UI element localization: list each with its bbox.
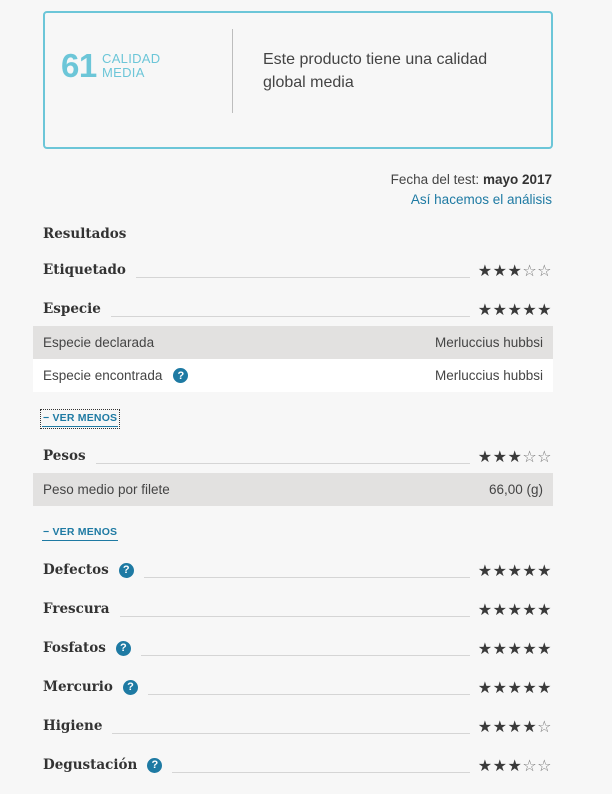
leader-line bbox=[120, 616, 470, 617]
detail-value: Merluccius hubbsi bbox=[434, 335, 543, 350]
star-empty-icon: ☆ bbox=[537, 755, 552, 775]
star-filled-icon: ★ bbox=[492, 716, 508, 736]
detail-row-especie-encontrada bbox=[33, 359, 553, 392]
detail-row-peso-medio bbox=[33, 473, 553, 506]
help-icon[interactable]: ? bbox=[173, 368, 188, 383]
help-icon[interactable]: ? bbox=[123, 680, 138, 695]
score-divider bbox=[232, 29, 233, 113]
help-icon[interactable]: ? bbox=[119, 563, 134, 578]
criterion-row-defectos bbox=[43, 559, 552, 581]
detail-value: 66,00 (g) bbox=[488, 482, 543, 497]
star-filled-icon: ★ bbox=[492, 446, 508, 466]
test-date bbox=[391, 172, 552, 187]
star-empty-icon: ☆ bbox=[522, 260, 538, 280]
star-filled-icon: ★ bbox=[477, 446, 493, 466]
criterion-row-degustacion bbox=[43, 754, 552, 776]
star-empty-icon: ☆ bbox=[522, 446, 538, 466]
star-filled-icon: ★ bbox=[477, 560, 493, 580]
star-filled-icon: ★ bbox=[492, 299, 508, 319]
leader-line bbox=[148, 694, 470, 695]
detail-label-group bbox=[43, 368, 188, 383]
star-rating bbox=[478, 561, 552, 580]
leader-line bbox=[111, 316, 470, 317]
star-filled-icon: ★ bbox=[477, 599, 493, 619]
star-rating bbox=[478, 639, 552, 658]
criterion-row-especie bbox=[43, 298, 552, 320]
help-icon[interactable]: ? bbox=[116, 641, 131, 656]
detail-value: Merluccius hubbsi bbox=[434, 368, 543, 383]
star-filled-icon: ★ bbox=[507, 638, 523, 658]
analysis-method-link[interactable]: Así hacemos el análisis bbox=[410, 192, 552, 207]
star-rating bbox=[478, 300, 552, 319]
quality-score-description: Este producto tiene una calidad global media bbox=[263, 51, 488, 91]
star-filled-icon: ★ bbox=[522, 638, 538, 658]
star-filled-icon: ★ bbox=[477, 677, 493, 697]
leader-line bbox=[141, 655, 470, 656]
star-rating bbox=[478, 756, 552, 775]
quality-score-label bbox=[102, 52, 160, 80]
star-filled-icon: ★ bbox=[477, 260, 493, 280]
star-filled-icon: ★ bbox=[507, 755, 523, 775]
star-filled-icon: ★ bbox=[477, 716, 493, 736]
criterion-label: Higiene bbox=[43, 718, 103, 734]
star-filled-icon: ★ bbox=[522, 599, 538, 619]
criterion-label: Defectos bbox=[43, 562, 109, 578]
quality-score-value: 61 bbox=[61, 47, 97, 84]
detail-label: Especie declarada bbox=[43, 335, 155, 350]
star-filled-icon: ★ bbox=[507, 260, 523, 280]
criterion-row-frescura bbox=[43, 598, 552, 620]
criterion-row-mercurio bbox=[43, 676, 552, 698]
star-filled-icon: ★ bbox=[477, 638, 493, 658]
leader-line bbox=[144, 577, 470, 578]
star-filled-icon: ★ bbox=[492, 755, 508, 775]
star-filled-icon: ★ bbox=[507, 599, 523, 619]
leader-line bbox=[136, 277, 470, 278]
star-filled-icon: ★ bbox=[477, 755, 493, 775]
criterion-row-higiene bbox=[43, 715, 552, 737]
star-filled-icon: ★ bbox=[507, 299, 523, 319]
leader-line bbox=[172, 772, 469, 773]
star-filled-icon: ★ bbox=[537, 677, 552, 697]
star-filled-icon: ★ bbox=[537, 299, 552, 319]
criterion-label: Frescura bbox=[43, 601, 110, 617]
star-filled-icon: ★ bbox=[537, 638, 552, 658]
quality-score-label-line2: MEDIA bbox=[102, 65, 145, 80]
help-icon[interactable]: ? bbox=[147, 758, 162, 773]
criterion-label: Mercurio bbox=[43, 679, 113, 695]
criterion-label: Etiquetado bbox=[43, 262, 126, 278]
star-filled-icon: ★ bbox=[492, 638, 508, 658]
quality-score-label-line1: CALIDAD bbox=[102, 51, 161, 66]
detail-label: Especie encontrada bbox=[43, 368, 163, 383]
star-filled-icon: ★ bbox=[492, 677, 508, 697]
detail-label: Peso medio por filete bbox=[43, 482, 170, 497]
star-rating bbox=[478, 717, 552, 736]
ver-menos-especie-toggle[interactable]: − VER MENOS bbox=[42, 411, 118, 427]
leader-line bbox=[112, 733, 469, 734]
star-filled-icon: ★ bbox=[507, 446, 523, 466]
star-filled-icon: ★ bbox=[522, 677, 538, 697]
star-filled-icon: ★ bbox=[507, 716, 523, 736]
star-empty-icon: ☆ bbox=[537, 716, 552, 736]
ver-menos-pesos-toggle[interactable]: − VER MENOS bbox=[42, 525, 118, 541]
star-filled-icon: ★ bbox=[537, 599, 552, 619]
star-rating bbox=[478, 261, 552, 280]
star-empty-icon: ☆ bbox=[537, 260, 552, 280]
test-date-label: Fecha del test: bbox=[390, 172, 480, 187]
star-filled-icon: ★ bbox=[522, 299, 538, 319]
criterion-label: Degustación bbox=[43, 757, 138, 773]
star-rating bbox=[478, 678, 552, 697]
quality-score-card bbox=[43, 11, 553, 149]
criterion-row-pesos bbox=[43, 445, 552, 467]
criterion-row-etiquetado bbox=[43, 259, 552, 281]
star-filled-icon: ★ bbox=[507, 560, 523, 580]
criterion-label: Fosfatos bbox=[43, 640, 106, 656]
criterion-row-fosfatos bbox=[43, 637, 552, 659]
star-filled-icon: ★ bbox=[522, 560, 538, 580]
star-filled-icon: ★ bbox=[537, 560, 552, 580]
star-filled-icon: ★ bbox=[492, 260, 508, 280]
star-filled-icon: ★ bbox=[492, 560, 508, 580]
star-filled-icon: ★ bbox=[492, 599, 508, 619]
star-filled-icon: ★ bbox=[477, 299, 493, 319]
star-filled-icon: ★ bbox=[522, 716, 538, 736]
detail-row-especie-declarada bbox=[33, 326, 553, 359]
star-filled-icon: ★ bbox=[507, 677, 523, 697]
star-empty-icon: ☆ bbox=[537, 446, 552, 466]
results-heading: Resultados bbox=[43, 226, 127, 242]
star-rating bbox=[478, 600, 552, 619]
criterion-label: Especie bbox=[43, 301, 101, 317]
test-date-value: mayo 2017 bbox=[482, 172, 552, 187]
star-rating bbox=[478, 447, 552, 466]
star-empty-icon: ☆ bbox=[522, 755, 538, 775]
leader-line bbox=[96, 463, 470, 464]
criterion-label: Pesos bbox=[43, 448, 86, 464]
